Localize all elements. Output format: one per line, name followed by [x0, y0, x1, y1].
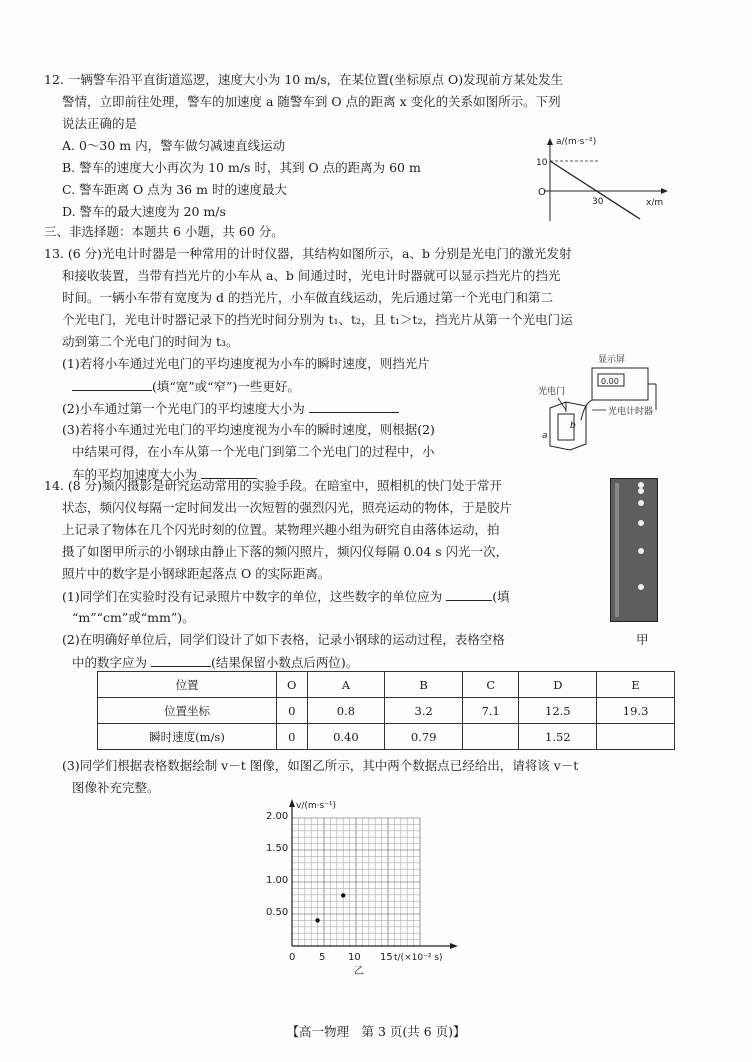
photogate-label: 光电门	[538, 387, 566, 397]
table-cell: C	[463, 672, 519, 698]
photogate-diagram	[536, 352, 676, 452]
q13-sub3-line-2: 中结果可得，在小车从第一个光电门到第二个光电门的过程中，小	[72, 444, 435, 459]
q14-sub2-hint: (结果保留小数点后两位)。	[211, 655, 359, 670]
table-row	[98, 698, 675, 724]
row-header-speed: 瞬时速度(m/s)	[98, 724, 277, 750]
q14-sub1-line-2: “m”“cm”或“mm”)。	[72, 610, 195, 625]
table-row	[98, 724, 675, 750]
q14-line-1: 14. (8 分)频闪摄影是研究运动常用的实验手段。在暗室中，照相机的快门处于常开	[44, 478, 503, 493]
vt-xtick: 15	[380, 952, 393, 963]
figure-jia-label: 甲	[636, 632, 649, 647]
table-cell: D	[519, 672, 597, 698]
table-cell: 7.1	[463, 698, 519, 724]
vt-ytick: 2.00	[266, 811, 289, 822]
q14-sub2-line-1: (2)在明确好单位后，同学们设计了如下表格，记录小钢球的运动过程，表格空格	[62, 632, 505, 647]
row-header-coordinate: 位置坐标	[98, 698, 277, 724]
vt-ytick: 1.50	[266, 843, 289, 854]
table-cell: A	[307, 672, 385, 698]
vt-xtick: 0	[289, 952, 296, 963]
vt-data-point	[315, 918, 319, 922]
q13-sub2-text: (2)小车通过第一个光电门的平均速度大小为	[62, 401, 305, 416]
q14-sub3-line-1: (3)同学们根据表格数据绘制 v－t 图像，如图乙所示，其中两个数据点已经给出，请将该 v－t	[62, 758, 579, 773]
q14-line-2: 状态，频闪仪每隔一定时间发出一次短暂的强烈闪光，照亮运动的物体，于是胶片	[62, 500, 513, 515]
vt-ytick: 1.00	[266, 875, 289, 886]
q14-sub2-text: 中的数字应为	[72, 655, 148, 670]
q12-a-x-graph	[530, 133, 670, 228]
vt-ytick: 0.50	[266, 907, 289, 918]
q13-sub3-line-1: (3)若将小车通过光电门的平均速度视为小车的瞬时速度，则根据(2)	[62, 422, 435, 437]
figure-yi-label: 乙	[354, 966, 364, 977]
table-cell: O	[277, 672, 308, 698]
table-cell: E	[597, 672, 675, 698]
q13-line-5: 动到第二个光电门的时间为 t₃。	[62, 334, 239, 349]
answer-blank[interactable]	[151, 654, 211, 667]
q14-line-5: 照片中的数字是小钢球距起落点 O 的实际距离。	[62, 566, 331, 581]
answer-blank[interactable]	[446, 588, 492, 601]
q12-line-1: 12. 一辆警车沿平直街道巡逻，速度大小为 10 m/s，在某位置(坐标原点 O)发现前方某处发生	[44, 72, 564, 87]
q12-option-a: A. 0～30 m 内，警车做匀减速直线运动	[62, 138, 286, 153]
q14-line-3: 上记录了物体在几个闪光时刻的位置。某物理兴趣小组为研究自由落体运动，拍	[62, 522, 500, 537]
table-cell-blank[interactable]	[463, 724, 519, 750]
q13-line-4: 个光电门，光电计时器记录下的挡光时间分别为 t₁、t₂，且 t₁＞t₂，挡光片从第一个光电门运	[62, 312, 573, 327]
q12-graph-xlabel: x/m	[646, 198, 664, 208]
table-cell-blank[interactable]	[597, 724, 675, 750]
table-cell: 12.5	[519, 698, 597, 724]
q13-sub1-hint: (填“宽”或“窄”)一些更好。	[152, 379, 300, 394]
vt-ylabel: v/(m·s⁻¹)	[296, 801, 337, 811]
q14-data-table	[97, 671, 675, 750]
q12-line-2: 警情，立即前往处理，警车的加速度 a 随警车到 O 点的距离 x 变化的关系如图所示。下列	[62, 94, 561, 109]
vt-grid	[292, 818, 420, 946]
q12-graph-origin: O	[538, 187, 546, 198]
vt-data-point	[341, 893, 345, 897]
vt-xlabel: t/(×10⁻² s)	[394, 953, 443, 963]
answer-blank[interactable]	[309, 400, 399, 413]
q13-sub2	[62, 400, 399, 417]
q13-sub3-text: 车的平均加速度大小为	[72, 467, 198, 482]
vt-xtick: 10	[348, 952, 361, 963]
table-cell: 19.3	[597, 698, 675, 724]
q13-sub1-line-2	[72, 378, 300, 395]
table-row	[98, 672, 675, 698]
q12-graph-ylabel: a/(m·s⁻²)	[556, 137, 597, 147]
q13-sub1-line-1: (1)若将小车通过光电门的平均速度视为小车的瞬时速度，则挡光片	[62, 356, 430, 371]
q12-graph-xtick: 30	[592, 197, 604, 207]
q14-sub1-text: (1)同学们在实验时没有记录照片中数字的单位，这些数字的单位应为	[62, 589, 443, 604]
q14-line-4: 摄了如图甲所示的小钢球由静止下落的频闪照片，频闪仪每隔 0.04 s 闪光一次，	[62, 544, 509, 559]
table-cell: 0.40	[307, 724, 385, 750]
table-cell: 0	[277, 698, 308, 724]
q13-line-1: 13. (6 分)光电计时器是一种常用的计时仪器，其结构如图所示，a、b 分别是光电门的激光发射	[44, 246, 572, 261]
q12-graph-ytick: 10	[536, 158, 548, 168]
display-value: 0.00	[601, 377, 619, 386]
answer-blank[interactable]	[72, 378, 152, 391]
section-3-heading: 三、非选择题：本题共 6 小题，共 60 分。	[44, 224, 284, 239]
vt-graph[interactable]	[262, 796, 462, 978]
q13-line-2: 和接收装置，当带有挡光片的小车从 a、b 间通过时，光电计时器就可以显示挡光片的挡光	[62, 268, 561, 283]
q14-sub2-line-2	[72, 654, 358, 671]
q12-option-d: D. 警车的最大速度为 20 m/s	[62, 204, 226, 219]
vt-xtick: 5	[319, 952, 326, 963]
table-cell: 1.52	[519, 724, 597, 750]
q12-option-c: C. 警车距离 O 点为 36 m 时的速度最大	[62, 182, 287, 197]
strobe-photo-image	[611, 479, 657, 621]
q14-sub1-line-1	[62, 588, 510, 605]
strobe-photo	[610, 478, 658, 622]
q14-sub1-hint: (填	[492, 589, 510, 604]
table-cell: B	[385, 672, 463, 698]
q14-sub3-line-2: 图像补充完整。	[72, 780, 160, 795]
table-cell: 0	[277, 724, 308, 750]
q12-line-3: 说法正确的是	[62, 116, 138, 131]
q13-line-3: 时间。一辆小车带有宽度为 d 的挡光片，小车做直线运动，先后通过第一个光电门和第二	[62, 290, 553, 305]
photo-timer-label: 光电计时器	[608, 407, 654, 417]
row-header-position: 位置	[98, 672, 277, 698]
table-cell: 0.8	[307, 698, 385, 724]
gate-a-label: a	[542, 431, 548, 441]
photogate-frame	[550, 402, 586, 450]
display-screen-label: 显示屏	[598, 355, 626, 365]
table-cell: 3.2	[385, 698, 463, 724]
table-cell: 0.79	[385, 724, 463, 750]
page-footer: 【高一物理 第 3 页(共 6 页)】	[286, 1024, 466, 1039]
q12-option-b: B. 警车的速度大小再次为 10 m/s 时，其到 O 点的距离为 60 m	[62, 160, 421, 175]
gate-b-label: b	[570, 421, 576, 431]
